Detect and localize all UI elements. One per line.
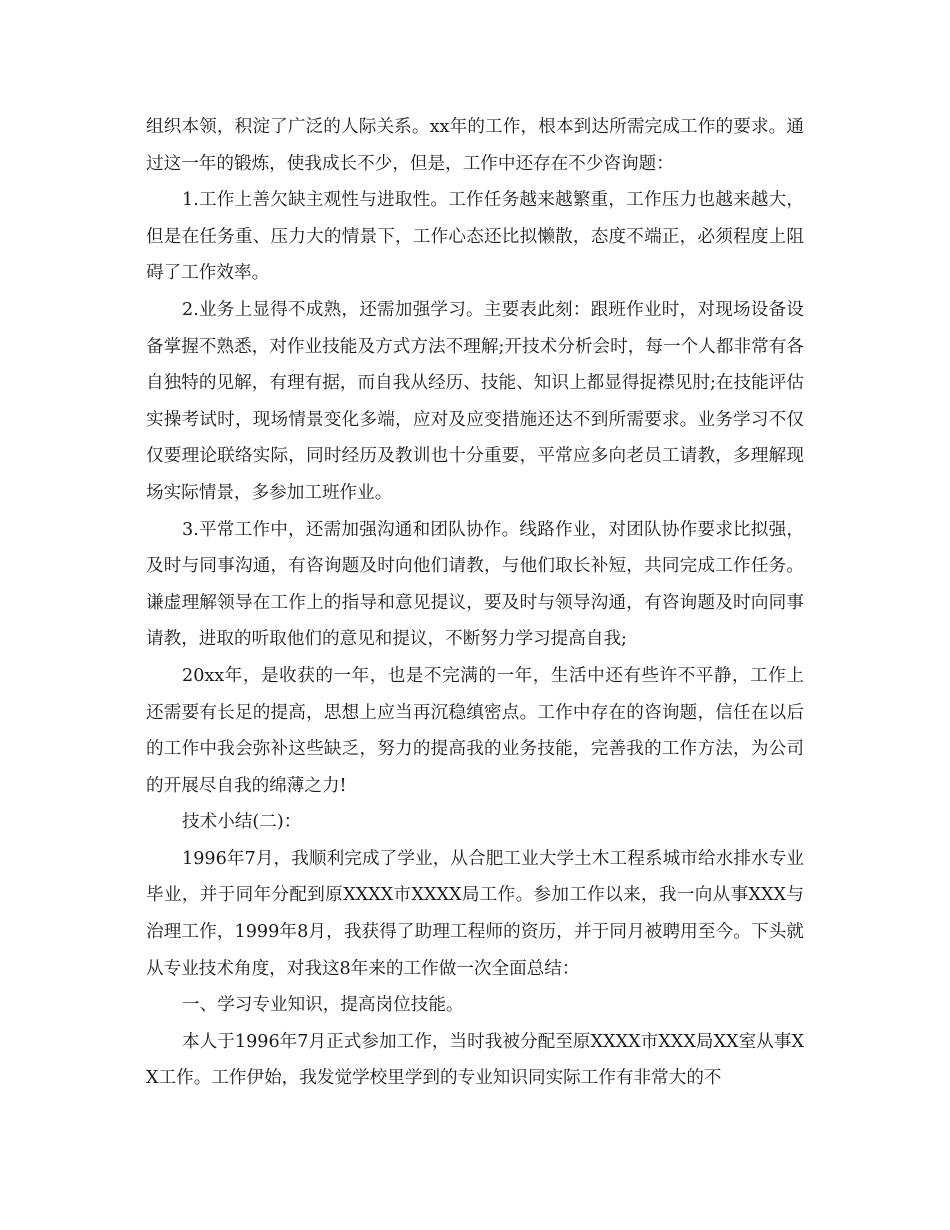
- paragraph-bio: 1996年7月，我顺利完成了学业，从合肥工业大学土木工程系城市给水排水专业毕业，并于同年分配到原XXXX市XXXX局工作。参加工作以来，我一向从事XXX与治理工作，1999年8月，我获得了助理工程师的资历，并于同月被聘用至今。下头就从专业技术角度，对我这8年来的工作做一次全面总结：: [146, 848, 804, 979]
- paragraph-item-2: 2.业务上显得不成熟，还需加强学习。主要表此刻：跟班作业时，对现场设备设备掌握不熟悉，对作业技能及方式方法不理解;开技术分析会时，每一个人都非常有各自独特的见解，有理有据，而自我从经历、技能、知识上都显得捉襟见肘;在技能评估实操考试时，现场情景变化多端，应对及应变措施还达不到所需要求。业务学习不仅仅要理论联络实际，同时经历及教训也十分重要，平常应多向老员工请教，多理解现场实际情景，多参加工班作业。: [146, 299, 804, 503]
- section-heading-learning: 一、学习专业知识，提高岗位技能。: [182, 995, 464, 1016]
- paragraph-conclusion: 20xx年，是收获的一年，也是不完满的一年，生活中还有些许不平静，工作上还需要有长足的提高，思想上应当再沉稳缜密点。工作中存在的咨询题，信任在以后的工作中我会弥补这些缺乏，努力的提高我的业务技能，完善我的工作方法，为公司的开展尽自我的绵薄之力!: [146, 665, 804, 796]
- paragraph-item-3: 3.平常工作中，还需加强沟通和团队协作。线路作业，对团队协作要求比拟强，及时与同事沟通，有咨询题及时向他们请教，与他们取长补短，共同完成工作任务。谦虚理解领导在工作上的指导和意见提议，要及时与领导沟通，有咨询题及时向同事请教，进取的听取他们的意见和提议，不断努力学习提高自我;: [146, 519, 804, 650]
- paragraph-item-1: 1.工作上善欠缺主观性与进取性。工作任务越来越繁重，工作压力也越来越大，但是在任务重、压力大的情景下，工作心态还比拟懒散，态度不端正，必须程度上阻碍了工作效率。: [146, 190, 804, 284]
- paragraph-learning-body: 本人于1996年7月正式参加工作，当时我被分配至原XXXX市XXX局XX室从事XX工作。工作伊始，我发觉学校里学到的专业知识同实际工作有非常大的不: [146, 1031, 804, 1089]
- paragraph-intro-tail: 组织本领，积淀了广泛的人际关系。xx年的工作，根本到达所需完成工作的要求。通过这一年的锻炼，使我成长不少，但是，工作中还存在不少咨询题：: [146, 117, 804, 174]
- section-heading-2: 技术小结(二)：: [182, 812, 302, 833]
